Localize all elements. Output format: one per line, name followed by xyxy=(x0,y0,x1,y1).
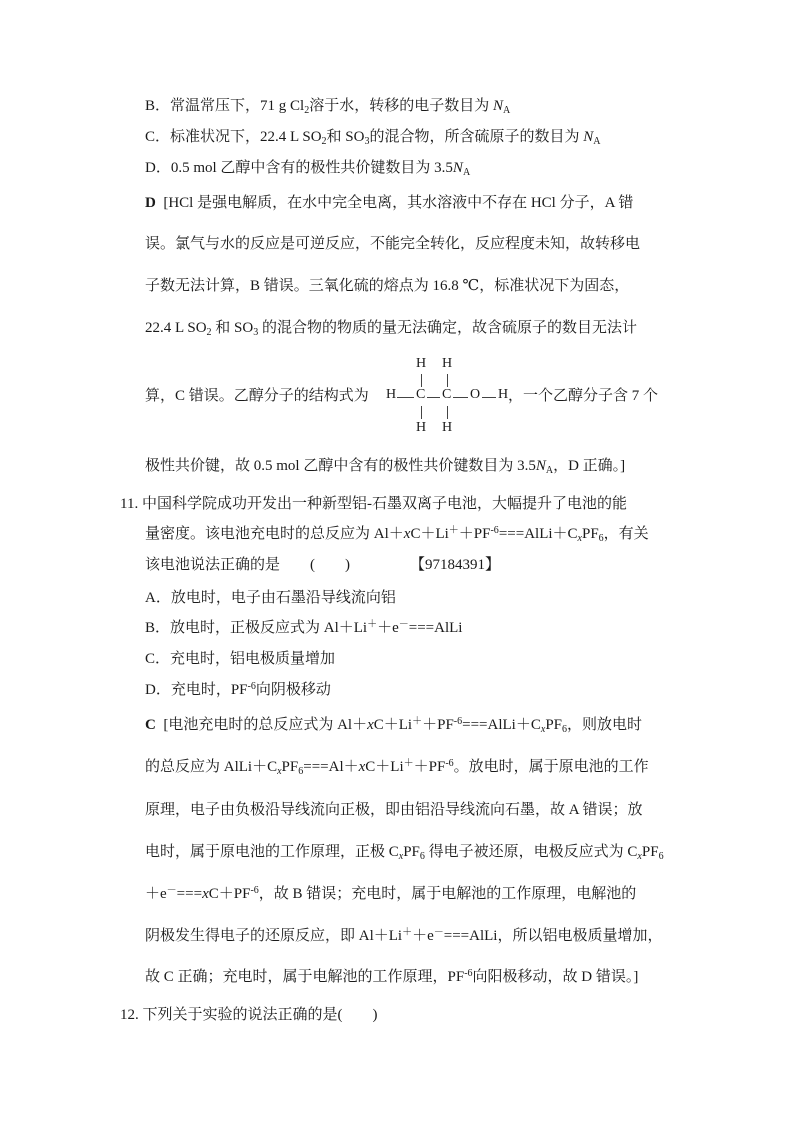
subscript: 6 xyxy=(419,851,425,862)
text: 向阳极移动，故 D 错误。] xyxy=(472,969,639,985)
text: 极性共价键，故 0.5 mol 乙醇中含有的极性共价键数目为 3.5 xyxy=(145,458,536,474)
bond xyxy=(453,397,468,398)
text: C．充电时，铝电极质量增加 xyxy=(145,651,336,667)
text: B．放电时，正极反应式为 Al＋Li xyxy=(145,620,368,636)
superscript: － xyxy=(433,927,444,938)
subscript: 6 xyxy=(598,533,604,544)
text: [电池充电时的总反应式为 Al＋ xyxy=(163,717,368,733)
q10-answer-line-5a xyxy=(145,386,369,406)
superscript: -6 xyxy=(490,525,499,536)
text: 量密度。该电池充电时的总反应为 Al＋ xyxy=(145,526,404,542)
text: 【97184391】 xyxy=(410,557,501,573)
text: C＋Li xyxy=(365,759,404,775)
q10-answer-line-3 xyxy=(145,276,629,296)
bond xyxy=(482,397,496,398)
symbol: x xyxy=(358,759,366,775)
atom-c: C xyxy=(416,387,426,402)
text: ＋e xyxy=(145,886,167,902)
subscript: 2 xyxy=(206,327,212,338)
text: === xyxy=(176,886,203,902)
bond xyxy=(427,397,440,398)
text: 的总反应为 AlLi＋C xyxy=(145,759,278,775)
q11-answer-line-2 xyxy=(145,757,649,777)
text: ===AlLi＋C xyxy=(498,526,578,542)
q11-answer-line-3 xyxy=(145,800,643,820)
text: B．常温常压下，71 g Cl xyxy=(145,98,305,114)
superscript: － xyxy=(166,885,177,896)
q10-answer-line-4 xyxy=(145,318,637,338)
text: [HCl 是强电解质，在水中完全电离，其水溶液中不存在 HCl 分子，A 错 xyxy=(163,195,634,211)
text: ，则放电时 xyxy=(567,717,643,733)
atom-h: H xyxy=(442,420,453,435)
text: PF xyxy=(641,844,659,860)
q11-option-d xyxy=(145,680,331,700)
text: 电时，属于原电池的工作原理，正极 C xyxy=(145,844,399,860)
text: 向阴极移动 xyxy=(255,682,331,698)
atom-h: H xyxy=(442,356,453,371)
subscript: 2 xyxy=(304,105,310,116)
text: C＋PF xyxy=(208,886,251,902)
superscript: ＋ xyxy=(402,927,413,938)
text: C．标准状况下，22.4 L SO xyxy=(145,129,322,145)
atom-o: O xyxy=(470,387,481,402)
q10-answer-line-2 xyxy=(145,234,640,254)
text: D．0.5 mol 乙醇中含有的极性共价键数目为 3.5 xyxy=(145,160,453,176)
bond xyxy=(421,374,422,387)
text: 的混合物，所含硫原子的数目为 xyxy=(369,129,584,145)
text: 得电子被还原，电极反应式为 C xyxy=(424,844,638,860)
subscript: A xyxy=(502,105,511,116)
q11-answer-line-4 xyxy=(145,842,664,862)
atom-h: H xyxy=(498,387,509,402)
q11-answer-line-7 xyxy=(145,967,638,987)
superscript: -6 xyxy=(250,885,259,896)
atom-h: H xyxy=(386,387,397,402)
symbol: N xyxy=(583,129,594,145)
symbol: x xyxy=(202,886,209,902)
text: 11. 中国科学院成功开发出一种新型铝-石墨双离子电池，大幅提升了电池的能 xyxy=(120,496,627,512)
superscript: ＋ xyxy=(367,619,378,630)
text: 故 C 正确；充电时，属于电解池的工作原理，PF xyxy=(145,969,465,985)
superscript: -6 xyxy=(445,758,454,769)
q11-answer-line-5 xyxy=(145,884,636,904)
text: ===Al＋ xyxy=(303,759,359,775)
bond xyxy=(397,397,414,398)
text: ＋e xyxy=(377,620,399,636)
text: ＋PF xyxy=(422,717,454,733)
q11-option-b xyxy=(145,618,462,638)
text: 和 SO xyxy=(326,129,365,145)
symbol: N xyxy=(492,98,503,114)
q11-option-c xyxy=(145,649,335,669)
atom-h: H xyxy=(416,420,427,435)
superscript: -6 xyxy=(247,681,256,692)
text: ===AlLi＋C xyxy=(462,717,541,733)
q10-option-d xyxy=(145,158,470,178)
text: 该电池说法正确的是 ( ) xyxy=(145,557,350,573)
bond xyxy=(447,406,448,419)
symbol: x xyxy=(577,533,582,544)
q11-option-a xyxy=(145,588,396,608)
subscript: A xyxy=(462,167,471,178)
symbol: x xyxy=(540,724,546,735)
atom-h: H xyxy=(416,356,427,371)
symbol: x xyxy=(277,766,282,777)
text: 子数无法计算，B 错误。三氧化硫的熔点为 16.8 ℃，标准状况下为固态， xyxy=(145,278,630,294)
symbol: N xyxy=(452,160,463,176)
q11-question-id xyxy=(410,555,500,575)
q10-answer-line-1 xyxy=(145,193,633,213)
text: 误。氯气与水的反应是可逆反应，不能完全转化，反应程度未知，故转移电 xyxy=(145,236,641,252)
text: ，故 B 错误；充电时，属于电解池的工作原理，电解池的 xyxy=(258,886,637,902)
text: 和 SO xyxy=(211,320,254,336)
q10-answer-line-6 xyxy=(145,456,625,476)
text: ＋e xyxy=(412,928,434,944)
subscript: A xyxy=(593,136,601,147)
text: PF xyxy=(403,844,420,860)
q11-stem-line-1 xyxy=(120,494,627,514)
answer-letter: C xyxy=(145,717,156,733)
superscript: -6 xyxy=(453,716,463,727)
q11-answer-line-6 xyxy=(145,926,662,946)
text: A．放电时，电子由石墨沿导线流向铝 xyxy=(145,590,396,606)
answer-letter: D xyxy=(145,195,156,211)
superscript: -6 xyxy=(464,968,473,979)
symbol: x xyxy=(398,851,404,862)
subscript: 3 xyxy=(253,327,259,338)
superscript: ＋ xyxy=(403,758,414,769)
text: 阴极发生得电子的还原反应，即 Al＋Li xyxy=(145,928,403,944)
subscript: 6 xyxy=(562,724,567,735)
text: PF xyxy=(545,717,562,733)
symbol: x xyxy=(637,851,642,862)
text: 溶于水，转移的电子数目为 xyxy=(309,98,493,114)
text: 12. 下列关于实验的说法正确的是( ) xyxy=(120,1007,378,1023)
text: ，有关 xyxy=(603,526,649,542)
text: C＋Li xyxy=(410,526,449,542)
bond xyxy=(421,406,422,419)
subscript: 6 xyxy=(298,766,304,777)
text: C＋Li xyxy=(373,717,413,733)
symbol: N xyxy=(535,458,546,474)
superscript: － xyxy=(398,619,409,630)
text: 算，C 错误。乙醇分子的结构式为 xyxy=(145,388,369,404)
text: PF xyxy=(281,759,299,775)
text: ＋PF xyxy=(458,526,491,542)
symbol: x xyxy=(367,717,374,733)
q11-answer-line-1 xyxy=(145,715,642,735)
q11-stem-line-2 xyxy=(145,524,649,544)
text: D．充电时，PF xyxy=(145,682,248,698)
text: PF xyxy=(581,526,599,542)
text: ，一个乙醇分子含 7 个 xyxy=(508,388,659,404)
text: 的混合物的物质的量无法确定，故含硫原子的数目无法计 xyxy=(258,320,637,336)
text: ＋PF xyxy=(413,759,446,775)
q12-stem xyxy=(120,1005,378,1025)
subscript: 2 xyxy=(321,136,327,147)
subscript: A xyxy=(545,465,554,476)
text: 。放电时，属于原电池的工作 xyxy=(453,759,649,775)
subscript: 6 xyxy=(658,851,664,862)
atom-c: C xyxy=(442,387,452,402)
bond xyxy=(447,374,448,387)
text: 原理，电子由负极沿导线流向正极，即由铝沿导线流向石墨，故 A 错误；放 xyxy=(145,802,643,818)
symbol: x xyxy=(403,526,411,542)
text: 22.4 L SO xyxy=(145,320,207,336)
ethanol-structural-formula xyxy=(378,356,509,440)
text: ===AlLi，所以铝电极质量增加， xyxy=(443,928,663,944)
q10-option-b xyxy=(145,96,510,116)
q10-option-c xyxy=(145,127,601,147)
subscript: 3 xyxy=(364,136,370,147)
q11-stem-line-3 xyxy=(145,555,350,575)
superscript: ＋ xyxy=(412,716,423,727)
superscript: ＋ xyxy=(448,525,459,536)
text: ，D 正确。] xyxy=(553,458,626,474)
text: ===AlLi xyxy=(408,620,463,636)
q10-answer-line-5b xyxy=(508,386,658,406)
